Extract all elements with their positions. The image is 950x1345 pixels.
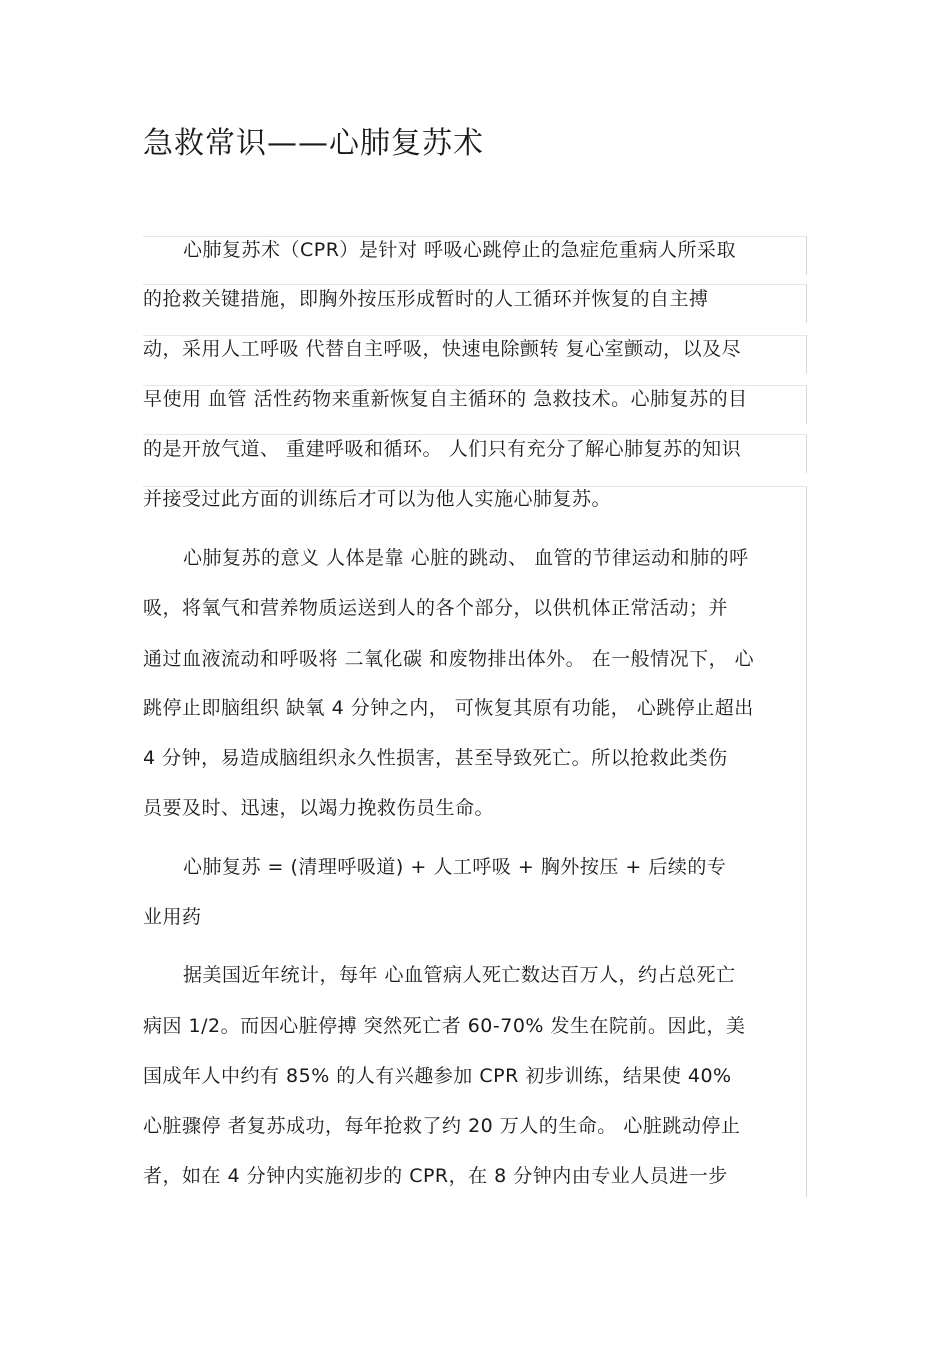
text-line: 早使用 血管 活性药物来重新恢复自主循环的 急救技术。心肺复苏的目 [143,388,748,410]
text-line: 心肺复苏术（CPR）是针对 呼吸心跳停止的急症危重病人所采取 [183,239,736,261]
text-line: 的是开放气道、 重建呼吸和循环。 人们只有充分了解心肺复苏的知识 [143,438,742,460]
text-line: 病因 1/2。而因心脏停搏 突然死亡者 60-70% 发生在院前。因此，美 [143,1015,746,1037]
text-line: 吸，将氧气和营养物质运送到人的各个部分，以供机体正常活动；并 [143,597,729,619]
text-line: 心脏骤停 者复苏成功，每年抢救了约 20 万人的生命。 心脏跳动停止 [143,1115,741,1137]
text-line: 国成年人中约有 85% 的人有兴趣参加 CPR 初步训练，结果使 40% [143,1065,732,1087]
text-line: 的抢救关键措施，即胸外按压形成暂时的人工循环并恢复的自主搏 [143,288,709,310]
frame-line [143,486,807,1197]
document-title: 急救常识——心肺复苏术 [143,126,484,161]
text-line: 4 分钟，易造成脑组织永久性损害，甚至导致死亡。所以抢救此类伤 [143,747,728,769]
text-line: 跳停止即脑组织 缺氧 4 分钟之内， 可恢复其原有功能， 心跳停止超出 [143,697,754,719]
text-line: 心肺复苏 = (清理呼吸道) + 人工呼吸 + 胸外按压 + 后续的专 [183,856,727,878]
text-line: 心肺复苏的意义 人体是靠 心脏的跳动、 血管的节律运动和肺的呼 [183,547,749,569]
text-line: 者，如在 4 分钟内实施初步的 CPR，在 8 分钟内由专业人员进一步 [143,1165,728,1187]
text-line: 业用药 [143,906,202,928]
text-line: 通过血液流动和呼吸将 二氧化碳 和废物排出体外。 在一般情况下， 心 [143,648,755,670]
text-line: 动，采用人工呼吸 代替自主呼吸，快速电除颤转 复心室颤动，以及尽 [143,338,742,360]
text-line: 据美国近年统计，每年 心血管病人死亡数达百万人，约占总死亡 [183,964,736,986]
text-line: 并接受过此方面的训练后才可以为他人实施心肺复苏。 [143,488,612,510]
text-line: 员要及时、迅速，以竭力挽救伤员生命。 [143,797,495,819]
